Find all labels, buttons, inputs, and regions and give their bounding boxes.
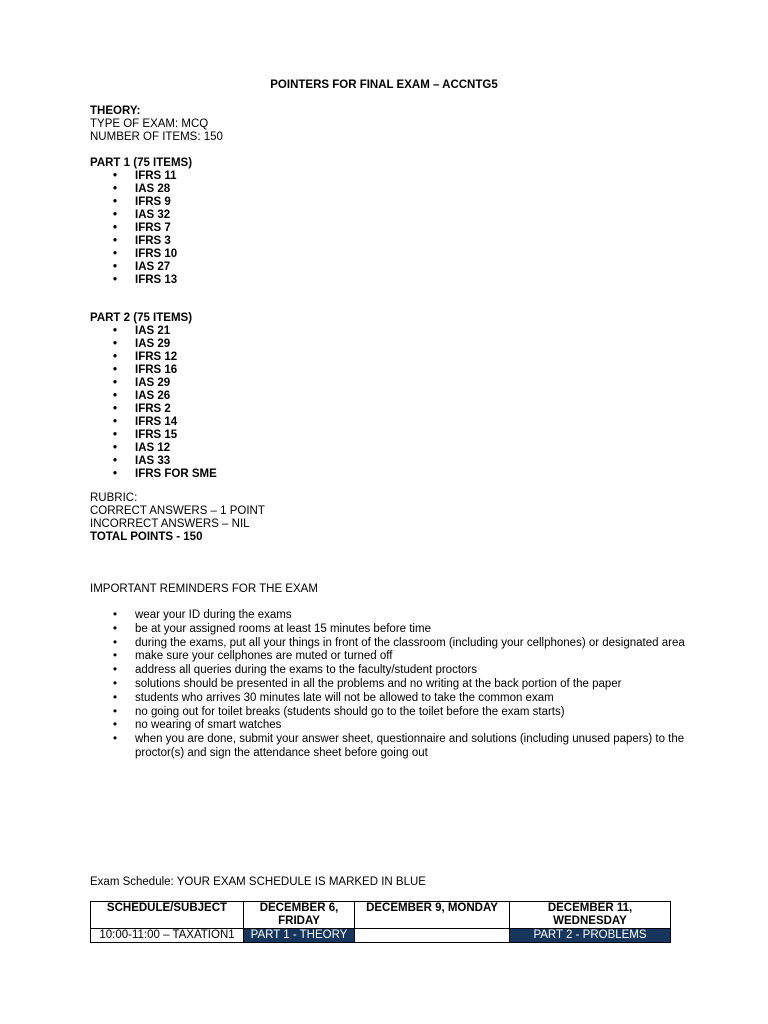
reminder-item bbox=[90, 733, 690, 761]
theory-section bbox=[90, 105, 223, 144]
part1-item-text: IAS 27 bbox=[135, 261, 171, 273]
part1-section bbox=[90, 157, 192, 287]
header-december-9: DECEMBER 9, MONDAY bbox=[355, 902, 510, 929]
rubric-total: TOTAL POINTS - 150 bbox=[90, 531, 203, 543]
reminder-item bbox=[90, 623, 690, 637]
reminder-item-text: be at your assigned rooms at least 15 minutes before time bbox=[135, 622, 431, 635]
cell-december-9 bbox=[355, 929, 510, 943]
part1-item bbox=[90, 261, 192, 274]
part1-item bbox=[90, 222, 192, 235]
part2-item-text: IFRS 16 bbox=[135, 364, 178, 376]
reminder-item bbox=[90, 637, 690, 651]
reminder-item-text: students who arrives 30 minutes late will not be allowed to take the common exam bbox=[135, 691, 554, 704]
bullet-icon: • bbox=[113, 403, 118, 415]
part1-item-text: IFRS 3 bbox=[135, 235, 171, 247]
bullet-icon: • bbox=[113, 455, 118, 467]
reminder-item bbox=[90, 664, 690, 678]
part1-item-text: IFRS 9 bbox=[135, 196, 171, 208]
bullet-icon: • bbox=[113, 664, 118, 677]
bullet-icon: • bbox=[113, 650, 118, 663]
theory-heading: THEORY: bbox=[90, 105, 141, 117]
part2-heading: PART 2 (75 ITEMS) bbox=[90, 312, 193, 324]
reminder-item-text: no going out for toilet breaks (students should go to the toilet before the exam starts) bbox=[135, 705, 565, 718]
schedule-header-row bbox=[91, 902, 671, 929]
part1-item-text: IFRS 7 bbox=[135, 222, 171, 234]
rubric-correct: CORRECT ANSWERS – 1 POINT bbox=[90, 505, 265, 517]
reminder-item-text: wear your ID during the exams bbox=[135, 609, 292, 621]
part2-item bbox=[90, 364, 217, 377]
bullet-icon: • bbox=[113, 429, 118, 441]
part2-item bbox=[90, 338, 217, 351]
bullet-icon: • bbox=[113, 274, 118, 286]
part2-item bbox=[90, 455, 217, 468]
reminder-item bbox=[90, 706, 690, 720]
bullet-icon: • bbox=[113, 468, 118, 480]
bullet-icon: • bbox=[113, 261, 118, 273]
part1-list bbox=[90, 170, 192, 287]
bullet-icon: • bbox=[113, 377, 118, 389]
bullet-icon: • bbox=[113, 196, 118, 208]
part1-item-text: IAS 32 bbox=[135, 209, 171, 221]
type-of-exam: TYPE OF EXAM: MCQ bbox=[90, 118, 209, 130]
bullet-icon: • bbox=[113, 733, 118, 746]
part1-item-text: IFRS 11 bbox=[135, 170, 177, 182]
reminder-item-text: no wearing of smart watches bbox=[135, 719, 282, 732]
bullet-icon: • bbox=[113, 442, 118, 454]
part2-item bbox=[90, 416, 217, 429]
cell-december-11: PART 2 - PROBLEMS bbox=[510, 929, 671, 943]
part2-item bbox=[90, 325, 217, 338]
reminders-heading: IMPORTANT REMINDERS FOR THE EXAM bbox=[90, 583, 318, 595]
part2-item-text: IFRS 2 bbox=[135, 403, 171, 415]
part2-item-text: IAS 29 bbox=[135, 338, 171, 350]
bullet-icon: • bbox=[113, 636, 118, 649]
bullet-icon: • bbox=[113, 170, 118, 182]
part1-item bbox=[90, 196, 192, 209]
cell-subject: 10:00-11:00 – TAXATION1 bbox=[91, 929, 244, 943]
part2-item bbox=[90, 429, 217, 442]
reminder-item bbox=[90, 678, 690, 692]
document-title: POINTERS FOR FINAL EXAM – ACCNTG5 bbox=[270, 79, 498, 91]
schedule-table bbox=[90, 901, 671, 943]
bullet-icon: • bbox=[113, 222, 118, 234]
part1-item bbox=[90, 209, 192, 222]
reminder-item bbox=[90, 650, 690, 664]
part1-item bbox=[90, 183, 192, 196]
header-december-11: DECEMBER 11, WEDNESDAY bbox=[510, 902, 671, 929]
part2-item bbox=[90, 351, 217, 364]
part1-item-text: IFRS 10 bbox=[135, 248, 178, 260]
part2-item-text: IAS 29 bbox=[135, 377, 171, 389]
part2-item-text: IFRS 14 bbox=[135, 416, 178, 428]
part2-item-text: IFRS 15 bbox=[135, 429, 178, 441]
bullet-icon: • bbox=[113, 325, 118, 337]
bullet-icon: • bbox=[113, 719, 118, 732]
part1-item bbox=[90, 274, 192, 287]
reminder-item-text: solutions should be presented in all the problems and no writing at the back portion of the paper bbox=[135, 677, 622, 690]
part1-item bbox=[90, 235, 192, 248]
reminders-section bbox=[90, 609, 690, 761]
bullet-icon: • bbox=[113, 183, 118, 195]
part2-item-text: IFRS 12 bbox=[135, 351, 178, 363]
bullet-icon: • bbox=[113, 351, 118, 363]
part2-item-text: IAS 21 bbox=[135, 325, 171, 337]
cell-december-6: PART 1 - THEORY bbox=[244, 929, 355, 943]
part2-list bbox=[90, 325, 217, 481]
bullet-icon: • bbox=[113, 390, 118, 402]
part1-heading: PART 1 (75 ITEMS) bbox=[90, 157, 193, 169]
reminder-item-text: during the exams, put all your things in front of the classroom (including your cellphones) or designated area bbox=[135, 636, 685, 649]
part2-item bbox=[90, 468, 217, 481]
part1-item bbox=[90, 248, 192, 261]
rubric-section bbox=[90, 492, 265, 544]
bullet-icon: • bbox=[113, 248, 118, 260]
reminder-item-text: make sure your cellphones are muted or turned off bbox=[135, 650, 393, 663]
reminder-item bbox=[90, 692, 690, 706]
part1-item bbox=[90, 170, 192, 183]
rubric-heading: RUBRIC: bbox=[90, 492, 138, 504]
part2-item-text: IFRS FOR SME bbox=[135, 468, 217, 480]
header-schedule-subject: SCHEDULE/SUBJECT bbox=[91, 902, 244, 929]
bullet-icon: • bbox=[113, 416, 118, 428]
part2-section bbox=[90, 312, 217, 481]
bullet-icon: • bbox=[113, 235, 118, 247]
part2-item bbox=[90, 442, 217, 455]
bullet-icon: • bbox=[113, 705, 118, 718]
bullet-icon: • bbox=[113, 338, 118, 350]
part1-item-text: IAS 28 bbox=[135, 183, 171, 195]
schedule-row bbox=[91, 929, 671, 943]
reminder-item-text: when you are done, submit your answer sheet, questionnaire and solutions (including unused papers) to the proctor(s) and sign the attendance sheet before going out bbox=[135, 733, 685, 759]
reminders-list bbox=[90, 609, 690, 761]
bullet-icon: • bbox=[113, 622, 118, 635]
rubric-incorrect: INCORRECT ANSWERS – NIL bbox=[90, 518, 250, 530]
reminder-item-text: address all queries during the exams to the faculty/student proctors bbox=[135, 664, 477, 677]
bullet-icon: • bbox=[113, 677, 118, 690]
header-december-6: DECEMBER 6, FRIDAY bbox=[244, 902, 355, 929]
number-of-items: NUMBER OF ITEMS: 150 bbox=[90, 131, 223, 143]
bullet-icon: • bbox=[113, 209, 118, 221]
part2-item bbox=[90, 390, 217, 403]
reminder-item bbox=[90, 609, 690, 623]
part2-item-text: IAS 26 bbox=[135, 390, 171, 402]
part1-item-text: IFRS 13 bbox=[135, 274, 178, 286]
part2-item-text: IAS 33 bbox=[135, 455, 171, 467]
bullet-icon: • bbox=[113, 609, 118, 621]
bullet-icon: • bbox=[113, 691, 118, 704]
schedule-heading: Exam Schedule: YOUR EXAM SCHEDULE IS MARKED IN BLUE bbox=[90, 876, 426, 888]
bullet-icon: • bbox=[113, 364, 118, 376]
part2-item bbox=[90, 403, 217, 416]
part2-item-text: IAS 12 bbox=[135, 442, 171, 454]
part2-item bbox=[90, 377, 217, 390]
reminder-item bbox=[90, 719, 690, 733]
